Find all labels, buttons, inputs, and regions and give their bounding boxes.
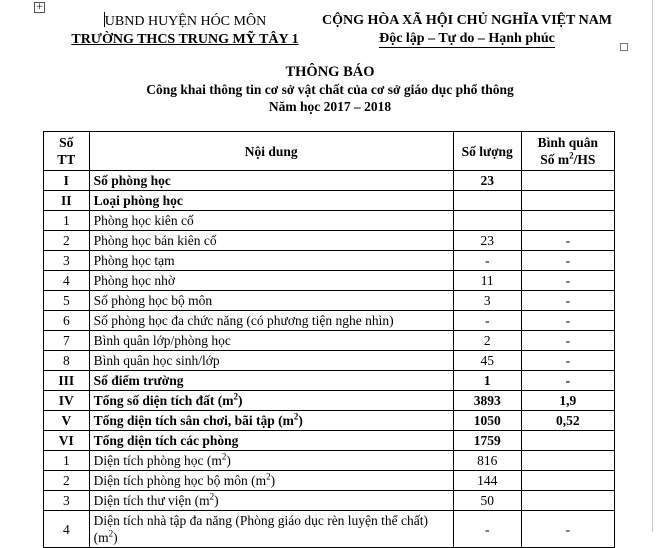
school-year: Năm học 2017 – 2018 <box>268 99 392 114</box>
row-quantity-cell: 11 <box>453 271 521 291</box>
table-row <box>44 191 615 211</box>
table-row <box>44 511 615 548</box>
row-content-cell: Tổng diện tích sân chơi, bãi tập $(m^2)$ <box>89 411 453 431</box>
row-average-cell <box>521 451 614 471</box>
row-stt-cell: 6 <box>44 311 90 331</box>
row-stt-cell: 7 <box>44 331 90 351</box>
national-title: CỘNG HÒA XÃ HỘI CHỦ NGHĨA VIỆT NAM <box>322 13 613 28</box>
row-average-cell: - <box>521 251 614 271</box>
notice-subtitle: Công khai thông tin cơ sở vật chất của cơ sở giáo dục phổ thông <box>146 82 514 97</box>
notice-title: THÔNG BÁO <box>285 64 375 80</box>
school-name: TRƯỜNG THCS TRUNG MỸ TÂY 1 <box>71 32 299 47</box>
facilities-table <box>43 131 615 548</box>
row-average-cell: - <box>521 511 614 548</box>
row-content-cell: Diện tích thư viện $(m^2)$ <box>89 491 453 511</box>
table-row <box>44 311 615 331</box>
row-stt-cell: 2 <box>44 471 90 491</box>
table-row <box>44 471 615 491</box>
row-content-cell: Tổng diện tích các phòng <box>89 431 453 451</box>
row-quantity-cell: 1 <box>453 371 521 391</box>
table-row <box>44 331 615 351</box>
row-stt-cell: 1 <box>44 451 90 471</box>
row-stt-cell: 5 <box>44 291 90 311</box>
row-quantity-cell <box>453 191 521 211</box>
row-stt-cell: IV <box>44 391 90 411</box>
row-average-cell <box>521 171 614 191</box>
row-average-cell <box>521 491 614 511</box>
district-name: UBND HUYỆN HÓC MÔN <box>104 14 267 29</box>
header-left <box>60 12 310 49</box>
row-quantity-cell <box>453 211 521 231</box>
row-quantity-cell: - <box>453 311 521 331</box>
national-motto: Độc lập – Tự do – Hạnh phúc <box>379 31 555 46</box>
row-quantity-cell: 144 <box>453 471 521 491</box>
row-average-cell: - <box>521 371 614 391</box>
table-row <box>44 431 615 451</box>
row-quantity-cell: 2 <box>453 331 521 351</box>
table-body <box>44 171 615 548</box>
header-stt <box>44 132 90 171</box>
row-content-cell: Số phòng học <box>89 171 453 191</box>
table-row <box>44 371 615 391</box>
row-quantity-cell: 23 <box>453 231 521 251</box>
row-content-cell: Bình quân học sinh/lớp <box>89 351 453 371</box>
row-stt-cell: VI <box>44 431 90 451</box>
row-quantity-cell: 816 <box>453 451 521 471</box>
row-average-cell: 1,9 <box>521 391 614 411</box>
row-quantity-cell: 50 <box>453 491 521 511</box>
row-content-cell: Số phòng học đa chức năng (có phương tiện nghe nhìn) <box>89 311 453 331</box>
table-row <box>44 491 615 511</box>
row-quantity-cell: 23 <box>453 171 521 191</box>
header-quantity: Số lượng <box>453 132 521 171</box>
row-content-cell: Bình quân lớp/phòng học <box>89 331 453 351</box>
row-average-cell <box>521 471 614 491</box>
row-stt-cell: 3 <box>44 251 90 271</box>
row-content-cell: Tổng số diện tích đất $(m^2)$ <box>89 391 453 411</box>
row-content-cell: Diện tích phòng học $(m^2)$ <box>89 451 453 471</box>
row-stt-cell: III <box>44 371 90 391</box>
row-stt-cell: 8 <box>44 351 90 371</box>
table-row <box>44 451 615 471</box>
row-average-cell: - <box>521 271 614 291</box>
table-row <box>44 211 615 231</box>
table-row <box>44 271 615 291</box>
row-content-cell: Loại phòng học <box>89 191 453 211</box>
row-stt-cell: 2 <box>44 231 90 251</box>
table-row <box>44 411 615 431</box>
table-move-handle-icon[interactable]: + <box>35 2 44 12</box>
row-quantity-cell: 1050 <box>453 411 521 431</box>
row-stt-cell: 1 <box>44 211 90 231</box>
header-stt-line1: Số <box>59 135 74 150</box>
table-row <box>44 171 615 191</box>
row-content-cell: Phòng học bán kiên cố <box>89 231 453 251</box>
row-average-cell: - <box>521 331 614 351</box>
header-stt-line2: TT <box>57 152 76 167</box>
row-content-cell: Phòng học kiên cố <box>89 211 453 231</box>
row-stt-cell: 3 <box>44 491 90 511</box>
table-row <box>44 291 615 311</box>
row-average-cell: 0,52 <box>521 411 614 431</box>
header-average <box>521 132 614 171</box>
row-stt-cell: 4 <box>44 511 90 548</box>
row-average-cell <box>521 431 614 451</box>
table-row <box>44 231 615 251</box>
row-content-cell: Phòng học nhờ <box>89 271 453 291</box>
table-row <box>44 351 615 371</box>
row-average-cell: - <box>521 291 614 311</box>
row-content-cell: Số phòng học bộ môn <box>89 291 453 311</box>
row-stt-cell: I <box>44 171 90 191</box>
row-content-cell: Số điểm trường <box>89 371 453 391</box>
header-average-line2: Số $m^2/HS$ <box>540 150 596 167</box>
table-header-row <box>44 132 615 171</box>
row-average-cell: - <box>521 351 614 371</box>
row-stt-cell: V <box>44 411 90 431</box>
row-stt-cell: II <box>44 191 90 211</box>
header-right <box>322 12 612 48</box>
row-stt-cell: 4 <box>44 271 90 291</box>
header-content: Nội dung <box>89 132 453 171</box>
table-row <box>44 251 615 271</box>
row-quantity-cell: - <box>453 511 521 548</box>
row-average-cell <box>521 211 614 231</box>
row-content-cell: Diện tích nhà tập đa năng (Phòng giáo dục rèn luyện thể chất) $(m^2)$ <box>89 511 453 548</box>
row-quantity-cell: 3893 <box>453 391 521 411</box>
table-resize-handle-icon[interactable] <box>620 43 628 51</box>
row-quantity-cell: - <box>453 251 521 271</box>
row-quantity-cell: 1759 <box>453 431 521 451</box>
document-titles <box>40 64 620 115</box>
row-average-cell <box>521 191 614 211</box>
row-content-cell: Diện tích phòng học bộ môn $(m^2)$ <box>89 471 453 491</box>
row-quantity-cell: 3 <box>453 291 521 311</box>
header-average-line1: Bình quân <box>537 135 599 150</box>
table-row <box>44 391 615 411</box>
row-content-cell: Phòng học tạm <box>89 251 453 271</box>
row-average-cell: - <box>521 311 614 331</box>
row-average-cell: - <box>521 231 614 251</box>
row-quantity-cell: 45 <box>453 351 521 371</box>
